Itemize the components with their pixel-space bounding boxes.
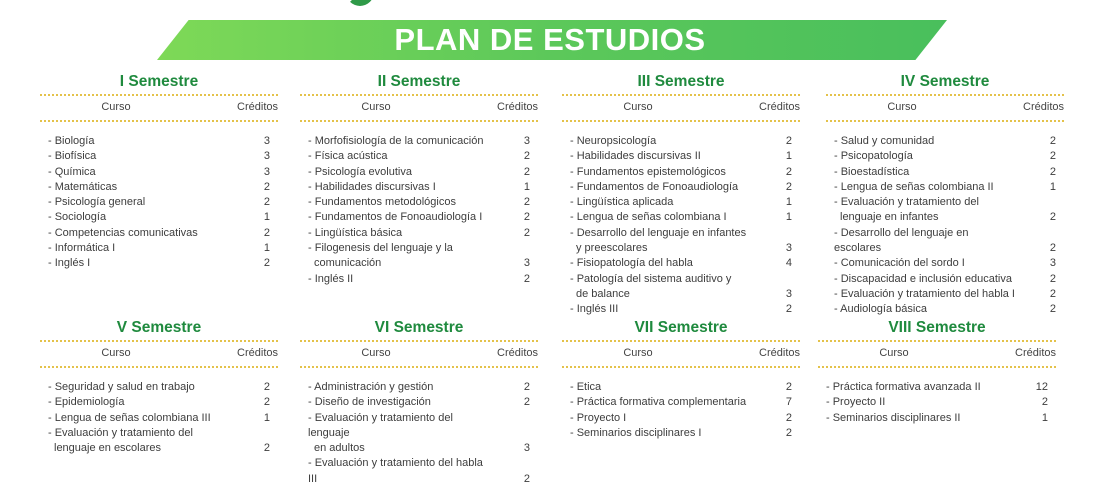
semester-title: III Semestre <box>637 73 725 90</box>
course-list <box>300 134 538 287</box>
course-name-line: - Biofísica <box>48 150 97 163</box>
dotted-divider <box>300 120 538 122</box>
course-credits: 2 <box>523 211 530 224</box>
course-row <box>818 395 1056 410</box>
course-row <box>562 426 800 441</box>
course-name-line: - Práctica formativa complementaria <box>570 396 747 409</box>
course-row <box>300 134 538 149</box>
course-row <box>826 195 1064 226</box>
course-credits: 2 <box>1049 242 1056 255</box>
course-name <box>40 426 230 457</box>
course-name-line: - Proyecto I <box>570 411 627 424</box>
course-row <box>40 134 278 149</box>
course-name <box>562 210 752 225</box>
course-row <box>826 226 1064 257</box>
course-name <box>562 395 752 410</box>
course-row <box>40 180 278 195</box>
course-row <box>562 149 800 164</box>
semester-title: VII Semestre <box>634 319 728 336</box>
course-row <box>562 395 800 410</box>
course-credits: 3 <box>523 442 530 455</box>
credits-column-label: Créditos <box>497 101 538 113</box>
course-name-line: - Inglés I <box>48 257 91 270</box>
course-credits: 2 <box>1049 150 1056 163</box>
course-name <box>40 180 230 195</box>
course-row <box>562 272 800 303</box>
course-name-line: - Seguridad y salud en trabajo <box>48 381 195 393</box>
course-list <box>40 134 278 272</box>
course-name-line: - Administración y gestión <box>308 381 434 393</box>
course-credits: 3 <box>263 150 270 163</box>
course-name <box>40 134 230 149</box>
course-row <box>40 226 278 241</box>
course-name-line: - Sociología <box>48 211 107 224</box>
course-name <box>40 210 230 225</box>
course-name-line: - Matemáticas <box>48 180 118 193</box>
course-name-line: - Lengua de señas colombiana III <box>48 411 211 424</box>
course-name <box>300 165 490 180</box>
course-row <box>40 210 278 225</box>
course-name <box>562 411 752 426</box>
course-credits: 2 <box>523 150 530 163</box>
dotted-divider <box>300 366 538 368</box>
course-name <box>826 195 1016 226</box>
course-credits: 2 <box>523 472 530 485</box>
course-name <box>818 395 1008 410</box>
course-credits: 3 <box>523 135 530 147</box>
course-name-continuation: comunicación <box>314 257 382 270</box>
course-name-continuation: lenguaje en infantes <box>840 211 939 224</box>
course-column-label: Curso <box>361 347 391 359</box>
course-row <box>40 395 278 410</box>
course-name <box>40 411 230 426</box>
course-credits: 2 <box>1049 165 1056 178</box>
course-name-line: - Fundamentos de Fonoaudiología <box>570 180 739 193</box>
semester-title: I Semestre <box>119 73 199 90</box>
course-row <box>826 149 1064 164</box>
course-name <box>300 149 490 164</box>
semester-block <box>562 318 800 441</box>
semester-block <box>300 72 538 287</box>
course-name <box>300 395 490 410</box>
course-name <box>826 256 1016 271</box>
course-name <box>300 380 490 395</box>
course-row <box>826 272 1064 287</box>
course-credits: 2 <box>785 426 792 439</box>
column-header <box>818 342 1056 364</box>
course-column-label: Curso <box>101 347 131 359</box>
course-row <box>562 226 800 257</box>
semester-title: II Semestre <box>377 73 461 90</box>
semester-block <box>40 72 278 272</box>
course-name-line: - Comunicación del sordo I <box>834 257 965 270</box>
course-credits: 2 <box>523 396 530 409</box>
course-row <box>818 380 1056 395</box>
course-name-line: - Proyecto II <box>826 396 886 409</box>
course-name <box>562 165 752 180</box>
course-name <box>826 287 1016 302</box>
course-name-line: - Fundamentos epistemológicos <box>570 165 726 178</box>
course-name-continuation: y preescolares <box>576 242 648 255</box>
course-name <box>300 272 490 287</box>
course-credits: 3 <box>263 165 270 178</box>
course-row <box>40 411 278 426</box>
course-name-line: - Inglés II <box>308 272 354 285</box>
course-credits: 2 <box>263 396 270 409</box>
course-credits: 2 <box>1041 396 1048 409</box>
course-name <box>562 426 752 441</box>
semester-block <box>562 72 800 318</box>
course-row <box>40 256 278 271</box>
course-row <box>300 456 538 487</box>
course-name-line: - Lengua de señas colombiana I <box>570 211 727 224</box>
page-title: PLAN DE ESTUDIOS <box>394 22 706 57</box>
course-credits: 1 <box>785 150 792 163</box>
course-credits: 2 <box>1049 211 1056 224</box>
course-name-line: - Seminarios disciplinares II <box>826 411 961 424</box>
course-row <box>826 134 1064 149</box>
course-name <box>40 395 230 410</box>
course-name <box>40 195 230 210</box>
course-credits: 1 <box>785 196 792 209</box>
course-credits: 3 <box>263 135 270 147</box>
course-credits: 1 <box>263 411 270 424</box>
course-name-line: - Evaluación y tratamiento del lenguaje <box>308 411 453 439</box>
course-name <box>40 149 230 164</box>
course-name <box>562 226 752 257</box>
course-row <box>40 380 278 395</box>
course-name-line: - Salud y comunidad <box>834 135 935 147</box>
course-name <box>300 134 490 149</box>
course-row <box>818 411 1056 426</box>
course-credits: 1 <box>523 180 530 193</box>
course-credits: 1 <box>263 242 270 255</box>
course-row <box>562 256 800 271</box>
course-name <box>826 272 1016 287</box>
course-column-label: Curso <box>887 101 917 113</box>
course-name-line: - Neuropsicología <box>570 135 657 147</box>
course-credits: 2 <box>523 381 530 393</box>
course-credits: 2 <box>263 442 270 455</box>
course-credits: 3 <box>785 242 792 255</box>
course-column-label: Curso <box>101 101 131 113</box>
course-row <box>562 134 800 149</box>
course-credits: 2 <box>785 303 792 316</box>
course-name <box>562 256 752 271</box>
course-row <box>826 165 1064 180</box>
course-name-continuation: lenguaje en escolares <box>54 442 162 455</box>
course-column-label: Curso <box>879 347 909 359</box>
semester-block <box>300 318 538 487</box>
logo-fragment <box>346 0 374 6</box>
course-name <box>40 226 230 241</box>
course-name <box>826 149 1016 164</box>
course-name-line: - Diseño de investigación <box>308 396 431 409</box>
course-name-line: - Inglés III <box>570 303 619 316</box>
course-credits: 4 <box>785 257 792 270</box>
course-credits: 2 <box>523 165 530 178</box>
course-name-line: - Física acústica <box>308 150 388 163</box>
course-row <box>826 302 1064 317</box>
course-credits: 2 <box>1049 272 1056 285</box>
course-name-line: - Bioestadística <box>834 165 910 178</box>
course-name <box>40 241 230 256</box>
course-row <box>562 302 800 317</box>
course-name <box>818 380 1008 395</box>
course-name-line: - Seminarios disciplinares I <box>570 426 702 439</box>
course-name-line: - Lengua de señas colombiana II <box>834 180 994 193</box>
course-name <box>300 180 490 195</box>
course-name-line: - Evaluación y tratamiento del habla I <box>834 287 1015 300</box>
course-credits: 3 <box>1049 257 1056 270</box>
course-row <box>300 272 538 287</box>
course-name-line: - Habilidades discursivas I <box>308 180 436 193</box>
course-name <box>40 380 230 395</box>
course-row <box>300 149 538 164</box>
course-list <box>562 134 800 318</box>
course-credits: 2 <box>263 381 270 393</box>
course-name-line: - Práctica formativa avanzada II <box>826 381 981 393</box>
semester-block <box>818 318 1056 426</box>
column-header <box>40 96 278 118</box>
course-credits: 1 <box>1041 411 1048 424</box>
course-name-line: - Morfofisiología de la comunicación <box>308 135 484 147</box>
course-name-line: - Patología del sistema auditivo y <box>570 272 732 285</box>
course-name <box>300 241 490 272</box>
course-credits: 1 <box>785 211 792 224</box>
course-row <box>40 426 278 457</box>
credits-column-label: Créditos <box>497 347 538 359</box>
semester-title: VI Semestre <box>374 319 464 336</box>
course-list <box>818 380 1056 426</box>
course-name-line: - Evaluación y tratamiento del habla III <box>308 457 483 485</box>
column-header <box>40 342 278 364</box>
course-column-label: Curso <box>623 101 653 113</box>
course-name-continuation: de balance <box>576 287 630 300</box>
dotted-divider <box>826 120 1064 122</box>
course-name-line: - Evaluación y tratamiento del <box>834 196 979 209</box>
course-row <box>562 195 800 210</box>
dotted-divider <box>562 366 800 368</box>
column-header <box>300 96 538 118</box>
course-name <box>300 195 490 210</box>
course-credits: 2 <box>1049 287 1056 300</box>
course-credits: 2 <box>1049 303 1056 316</box>
credits-column-label: Créditos <box>759 101 800 113</box>
course-credits: 2 <box>785 165 792 178</box>
course-name-line: - Fisiopatología del habla <box>570 257 693 270</box>
credits-column-label: Créditos <box>1023 101 1064 113</box>
course-name-line: - Psicopatología <box>834 150 913 163</box>
course-name-line: - Lingüística aplicada <box>570 196 674 209</box>
course-row <box>300 165 538 180</box>
course-name <box>562 149 752 164</box>
course-name <box>300 226 490 241</box>
course-name-line: - Audiología básica <box>834 303 927 316</box>
course-credits: 2 <box>785 411 792 424</box>
course-name-line: - Fundamentos de Fonoaudiología I <box>308 211 483 224</box>
course-credits: 2 <box>523 196 530 209</box>
dotted-divider <box>40 120 278 122</box>
course-name <box>826 134 1016 149</box>
course-name-line: - Informática I <box>48 242 116 255</box>
course-row <box>826 287 1064 302</box>
course-credits: 1 <box>1049 180 1056 193</box>
course-name-line: - Lingüística básica <box>308 226 403 239</box>
course-row <box>40 149 278 164</box>
course-name-continuation: en adultos <box>314 442 365 455</box>
dotted-divider <box>562 120 800 122</box>
course-credits: 1 <box>263 211 270 224</box>
course-name <box>826 302 1016 317</box>
course-row <box>562 411 800 426</box>
course-row <box>300 380 538 395</box>
course-row <box>562 165 800 180</box>
course-name-line: - Fundamentos metodológicos <box>308 196 456 209</box>
course-name <box>40 256 230 271</box>
course-name <box>562 302 752 317</box>
course-row <box>300 226 538 241</box>
course-row <box>562 180 800 195</box>
course-name <box>300 456 490 487</box>
course-name <box>826 180 1016 195</box>
course-credits: 2 <box>523 272 530 285</box>
course-credits: 2 <box>785 135 792 147</box>
column-header <box>826 96 1064 118</box>
course-credits: 2 <box>1049 135 1056 147</box>
course-name-line: - Evaluación y tratamiento del <box>48 426 193 439</box>
course-row <box>40 241 278 256</box>
course-credits: 3 <box>785 287 792 300</box>
credits-column-label: Créditos <box>237 101 278 113</box>
course-list <box>826 134 1064 318</box>
semester-block <box>826 72 1064 318</box>
course-credits: 2 <box>263 180 270 193</box>
course-list <box>300 380 538 487</box>
course-credits: 2 <box>785 381 792 393</box>
course-row <box>562 380 800 395</box>
course-list <box>40 380 278 456</box>
course-name <box>826 165 1016 180</box>
dotted-divider <box>818 366 1056 368</box>
course-name-line: - Habilidades discursivas II <box>570 150 701 163</box>
course-name-line: - Etica <box>570 381 602 393</box>
course-credits: 2 <box>523 226 530 239</box>
course-row <box>300 241 538 272</box>
course-name <box>562 380 752 395</box>
course-row <box>40 195 278 210</box>
dotted-divider <box>40 366 278 368</box>
course-row <box>826 256 1064 271</box>
course-row <box>562 210 800 225</box>
semester-title: IV Semestre <box>900 73 990 90</box>
course-name-line: - Psicología general <box>48 196 146 209</box>
course-name <box>562 180 752 195</box>
semester-title: V Semestre <box>116 319 202 336</box>
course-column-label: Curso <box>361 101 391 113</box>
course-name-line: - Química <box>48 165 96 178</box>
course-credits: 3 <box>523 257 530 270</box>
course-credits: 2 <box>263 196 270 209</box>
course-name-line: - Psicología evolutiva <box>308 165 412 178</box>
course-name <box>300 210 490 225</box>
course-column-label: Curso <box>623 347 653 359</box>
course-credits: 2 <box>263 226 270 239</box>
course-row <box>300 210 538 225</box>
course-row <box>300 195 538 210</box>
course-name <box>562 134 752 149</box>
course-name-line: - Filogenesis del lenguaje y la <box>308 242 453 255</box>
course-credits: 12 <box>1035 381 1048 393</box>
course-name-line: - Epidemiología <box>48 396 125 409</box>
column-header <box>562 96 800 118</box>
credits-column-label: Créditos <box>1015 347 1056 359</box>
course-credits: 2 <box>785 180 792 193</box>
course-name <box>826 226 1016 257</box>
course-name <box>562 272 752 303</box>
column-header <box>300 342 538 364</box>
semester-block <box>40 318 278 456</box>
semester-title: VIII Semestre <box>888 319 986 336</box>
course-list <box>562 380 800 441</box>
credits-column-label: Créditos <box>237 347 278 359</box>
column-header <box>562 342 800 364</box>
course-name-line: - Desarrollo del lenguaje en escolares <box>834 226 969 255</box>
course-name-line: - Biología <box>48 135 95 147</box>
course-credits: 2 <box>263 257 270 270</box>
course-credits: 7 <box>785 396 792 409</box>
course-name-line: - Desarrollo del lenguaje en infantes <box>570 226 747 239</box>
course-row <box>40 165 278 180</box>
course-row <box>300 180 538 195</box>
course-name <box>818 411 1008 426</box>
course-name <box>40 165 230 180</box>
course-name <box>562 195 752 210</box>
course-row <box>826 180 1064 195</box>
course-row <box>300 395 538 410</box>
course-name-line: - Competencias comunicativas <box>48 226 198 239</box>
course-name-line: - Discapacidad e inclusión educativa <box>834 272 1012 285</box>
credits-column-label: Créditos <box>759 347 800 359</box>
